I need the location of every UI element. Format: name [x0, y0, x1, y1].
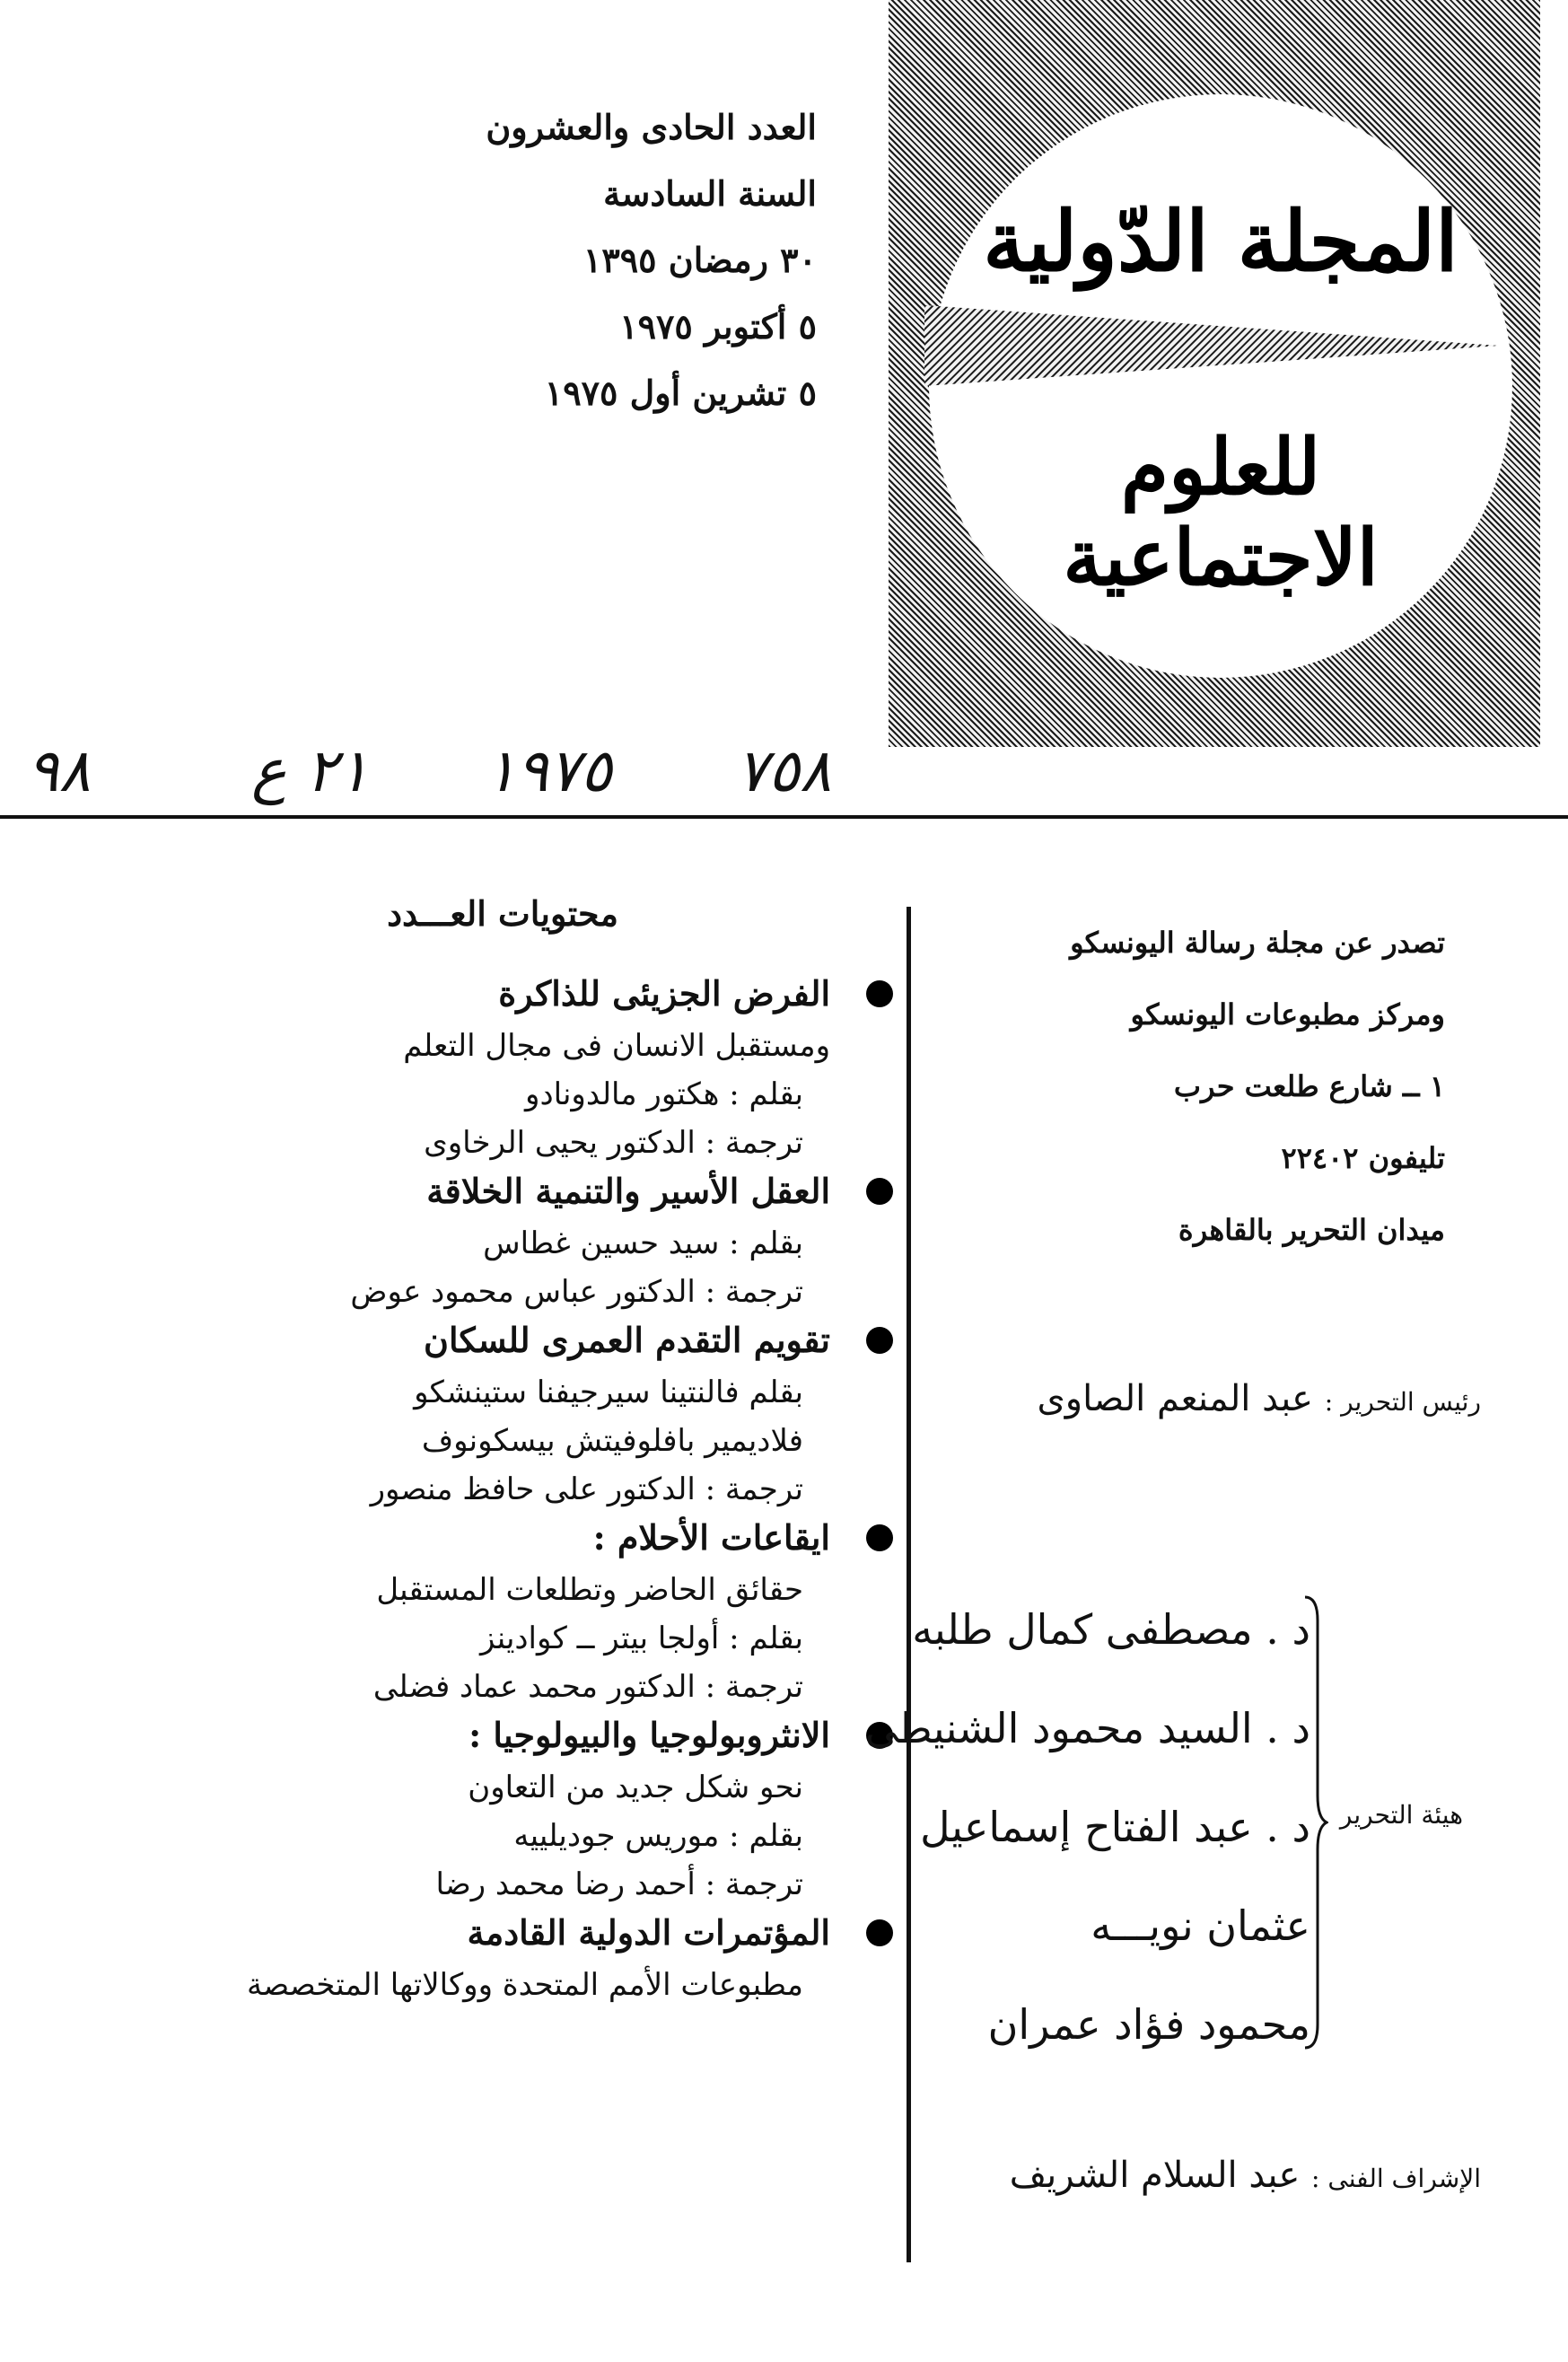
publisher-phone: تليفون ٢٢٤٠٢ — [1281, 1141, 1445, 1175]
publisher-location: ميدان التحرير بالقاهرة — [1178, 1213, 1445, 1247]
editorial-board-label: هيئة التحرير — [1339, 1800, 1463, 1830]
publisher-info — [978, 907, 1445, 1266]
bullet-icon — [866, 980, 893, 1007]
contents-list — [157, 970, 893, 2009]
contents-heading: محتويات العـــدد — [387, 893, 618, 934]
issue-gregorian-date: ٥ أكتوبر ١٩٧٥ — [619, 306, 817, 347]
board-member: محمود فؤاد عمران — [987, 2000, 1310, 2049]
issue-number: العدد الحادى والعشرون — [486, 107, 817, 147]
section-line: فلاديمير بافلوفيتش بيسكونوف — [421, 1423, 803, 1459]
section-title: ايقاعات الأحلام : — [157, 1514, 893, 1566]
publisher-line: ومركز مطبوعات اليونسكو — [1130, 997, 1445, 1032]
chief-editor — [978, 1378, 1481, 1419]
board-member: عثمان نويـــه — [1091, 1901, 1310, 1950]
section-line: بقلم : سيد حسين غطاس — [483, 1225, 803, 1261]
issue-year: السنة السادسة — [603, 173, 817, 214]
contents-section — [157, 1711, 893, 1909]
cover-title-line1: المجلة الدّولية — [983, 193, 1459, 290]
chief-editor-label: رئيس التحرير : — [1324, 1387, 1481, 1417]
publisher-address: ١ ــ شارع طلعت حرب — [1173, 1069, 1445, 1103]
section-line: ترجمة : الدكتور عباس محمود عوض — [350, 1274, 803, 1310]
column-divider — [907, 907, 911, 2262]
handwritten-ref-2: ٢١ ع — [251, 736, 370, 805]
section-line: بقلم : أولجا بيتر ــ كوادينز — [479, 1620, 803, 1656]
section-title: الانثروبولوجيا والبيولوجيا : — [157, 1711, 893, 1763]
section-line: ترجمة : الدكتور محمد عماد فضلى — [372, 1669, 803, 1705]
board-member: د . عبد الفتاح إسماعيل — [920, 1803, 1310, 1851]
section-title: الفرض الجزيئى للذاكرة — [157, 970, 893, 1022]
contents-section — [157, 1909, 893, 2009]
cover-title-line2: للعلوم الاجتماعية — [1063, 422, 1379, 603]
magazine-cover-logo — [889, 0, 1540, 747]
section-line: ومستقبل الانسان فى مجال التعلم — [403, 1028, 830, 1064]
section-line: نحو شكل جديد من التعاون — [468, 1769, 803, 1805]
contents-section — [157, 1514, 893, 1711]
chief-editor-name: عبد المنعم الصاوى — [1037, 1378, 1314, 1419]
contents-section — [157, 970, 893, 1167]
board-member: د . السيد محمود الشنيطى — [864, 1704, 1310, 1752]
section-line: مطبوعات الأمم المتحدة ووكالاتها المتخصصة — [247, 1967, 803, 2003]
bullet-icon — [866, 1178, 893, 1205]
handwritten-ref-3: ١٩٧٥ — [485, 736, 612, 805]
section-title: المؤتمرات الدولية القادمة — [157, 1909, 893, 1961]
section-line: ترجمة : الدكتور على حافظ منصور — [370, 1471, 803, 1507]
section-line: بقلم : موريس جوديلييه — [513, 1818, 803, 1854]
horizontal-rule — [0, 815, 1568, 819]
section-line: ترجمة : أحمد رضا محمد رضا — [435, 1866, 803, 1902]
section-title: العقل الأسير والتنمية الخلاقة — [157, 1167, 893, 1219]
section-line: ترجمة : الدكتور يحيى الرخاوى — [424, 1125, 803, 1161]
section-line: حقائق الحاضر وتطلعات المستقبل — [376, 1572, 803, 1608]
contents-section — [157, 1167, 893, 1316]
cover-wedge-divider — [924, 305, 1499, 386]
handwritten-ref-4: ٧٥٨ — [736, 736, 832, 805]
bullet-icon — [866, 1327, 893, 1354]
art-direction — [978, 2155, 1481, 2196]
section-line: بقلم : هكتور مالدونادو — [525, 1076, 803, 1112]
editorial-board-list — [864, 1580, 1310, 2074]
section-title: تقويم التقدم العمرى للسكان — [157, 1316, 893, 1368]
art-direction-name: عبد السلام الشريف — [1009, 2155, 1301, 2196]
issue-info — [413, 94, 817, 426]
section-line: بقلم فالنتينا سيرجيفنا ستينشكو — [414, 1374, 803, 1410]
brace-icon — [1301, 1594, 1328, 2051]
issue-syriac-date: ٥ تشرين أول ١٩٧٥ — [544, 373, 817, 413]
art-direction-label: الإشراف الفنى : — [1311, 2164, 1481, 2193]
publisher-line: تصدر عن مجلة رسالة اليونسكو — [1070, 926, 1445, 960]
handwritten-ref-1: ٩٨ — [27, 736, 91, 805]
issue-hijri-date: ٣٠ رمضان ١٣٩٥ — [583, 240, 817, 280]
bullet-icon — [866, 1524, 893, 1551]
bullet-icon — [866, 1919, 893, 1946]
board-member: د . مصطفى كمال طلبه — [912, 1605, 1310, 1654]
contents-section — [157, 1316, 893, 1514]
